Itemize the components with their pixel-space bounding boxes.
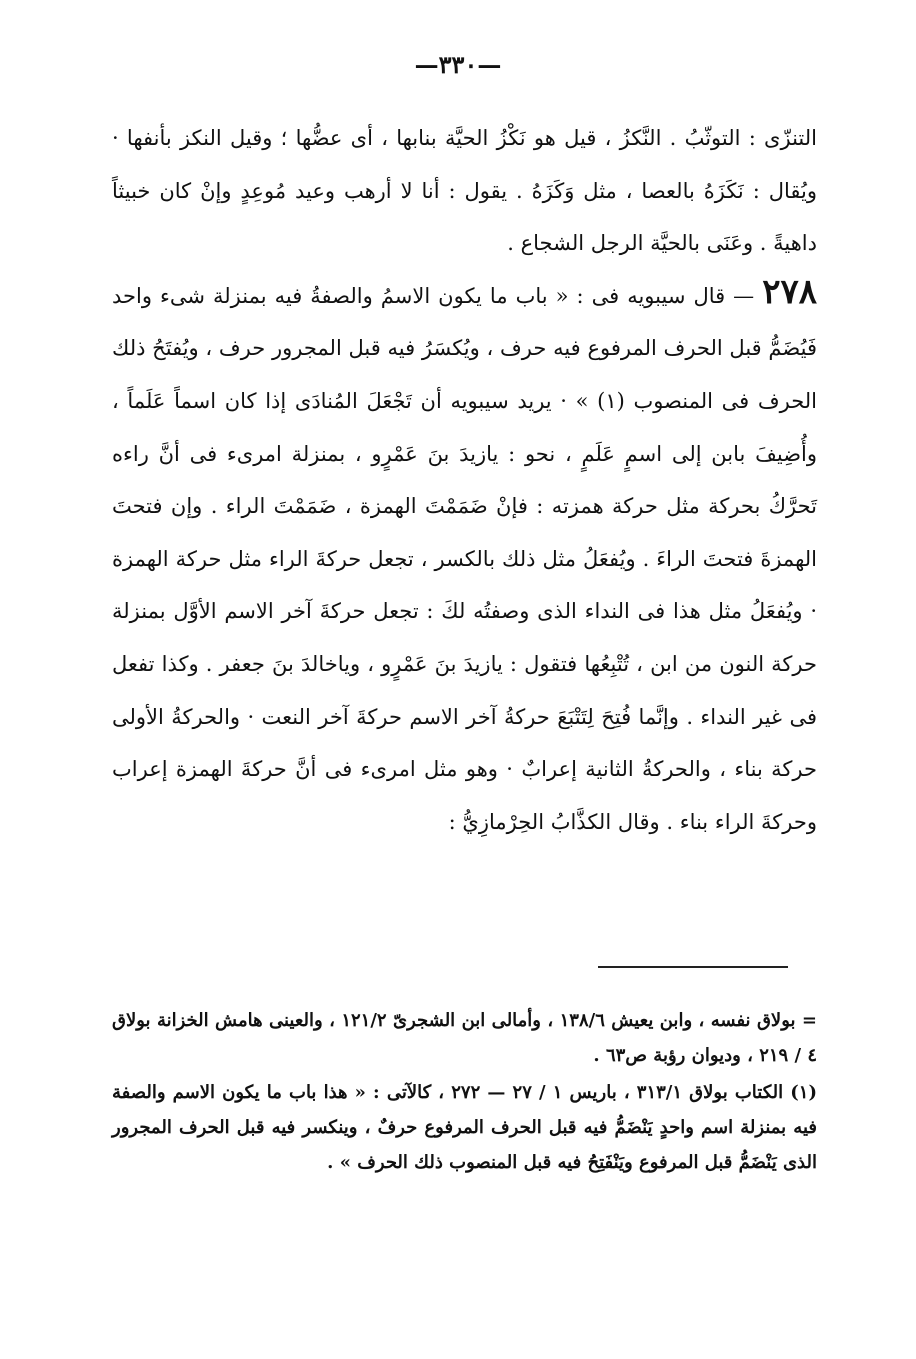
- footnote-1: (١) الكتاب بولاق ٣١٣/١ ، باريس ١ / ٢٧ — ٢٧٢ ، كالآتى : « هذا باب ما يكون الاسم والصفة فيه بمنزلة اسم واحدٍ يَنْضَمُّ فيه قبل الحرف المرفوع حرفٌ ، وينكسر فيه قبل الحرف المجرور الذى يَنْضَمُّ قبل المرفوع ويَنْفَتِحُ فيه قبل المنصوب ذلك الحرف » .: [112, 1082, 817, 1173]
- paragraph-number: ٢٧٨: [762, 271, 817, 312]
- main-text: [112, 112, 817, 848]
- paragraph-intro: التنزّى : التوثّبُ . النَّكزُ ، قيل هو نَكْزُ الحيَّة بنابها ، أى عضُّها ؛ وقيل النكز بأنفها · ويُقال : نَكَزَهُ بالعصا ، مثل وَكَزَهُ . يقول : أنا لا أرهب وعيد مُوعِدٍ وإنْ كان خبيثاً داهيةً . وعَنَى بالحيَّة الرجل الشجاع .: [112, 126, 817, 256]
- paragraph-278: [112, 270, 817, 849]
- paragraph-text: — قال سيبويه فى : « باب ما يكون الاسمُ والصفةُ فيه بمنزلة شىء واحد فَيُضَمُّ قبل الحرف المرفوع فيه حرف ، ويُكسَرُ فيه قبل المجرور حرف ، ويُفتَحُ ذلك الحرف فى المنصوب (١) » · يريد سيبويه أن تَجْعَلَ المُنادَى إذا كان اسماً عَلَماً ، وأُضِيفَ بابن إلى اسمٍ عَلَمٍ ، نحو : يازيدَ بنَ عَمْرٍو ، بمنزلة امرىء فى أنَّ راءه تَحرَّكُ بحركة مثل حركة همزته : فإنْ ضَمَمْتَ الهمزة ، ضَمَمْتَ الراء . وإن فتحتَ الهمزةَ فتحتَ الراءَ . ويُفعَلُ مثل ذلك بالكسر ، تجعل حركةَ الراء مثل حركة الهمزة · ويُفعَلُ مثل هذا فى النداء الذى وصفتُه لكَ : تجعل حركةَ آخر الاسم الأوَّل بمنزلة حركة النون من ابن ، تُتْبِعُها فتقول : يازيدَ بنَ عَمْرٍو ، وياخالدَ بنَ جعفر . وكذا تفعل فى غير النداء . وإنَّما فُتِحَ لِتَتْبَعَ حركةُ آخر الاسم حركةَ آخر النعت · والحركةُ الأولى حركة بناء ، والحركةُ الثانية إعرابٌ · وهو مثل امرىء فى أنَّ حركةَ الهمزة إعراب وحركةَ الراء بناء . وقال الكذَّابُ الحِرْمازِيُّ :: [112, 283, 817, 834]
- footnote-continuation: = بولاق نفسه ، وابن يعيش ١٣٨/٦ ، وأمالى ابن الشجرىّ ١٢١/٢ ، والعينى هامش الخزانة بولاق ٤ / ٢١٩ ، وديوان رؤبة ص٦٣ .: [112, 1010, 817, 1066]
- footnote-divider: [598, 966, 788, 968]
- footnotes: [112, 1003, 817, 1180]
- page-number: —٣٣٠—: [414, 50, 502, 79]
